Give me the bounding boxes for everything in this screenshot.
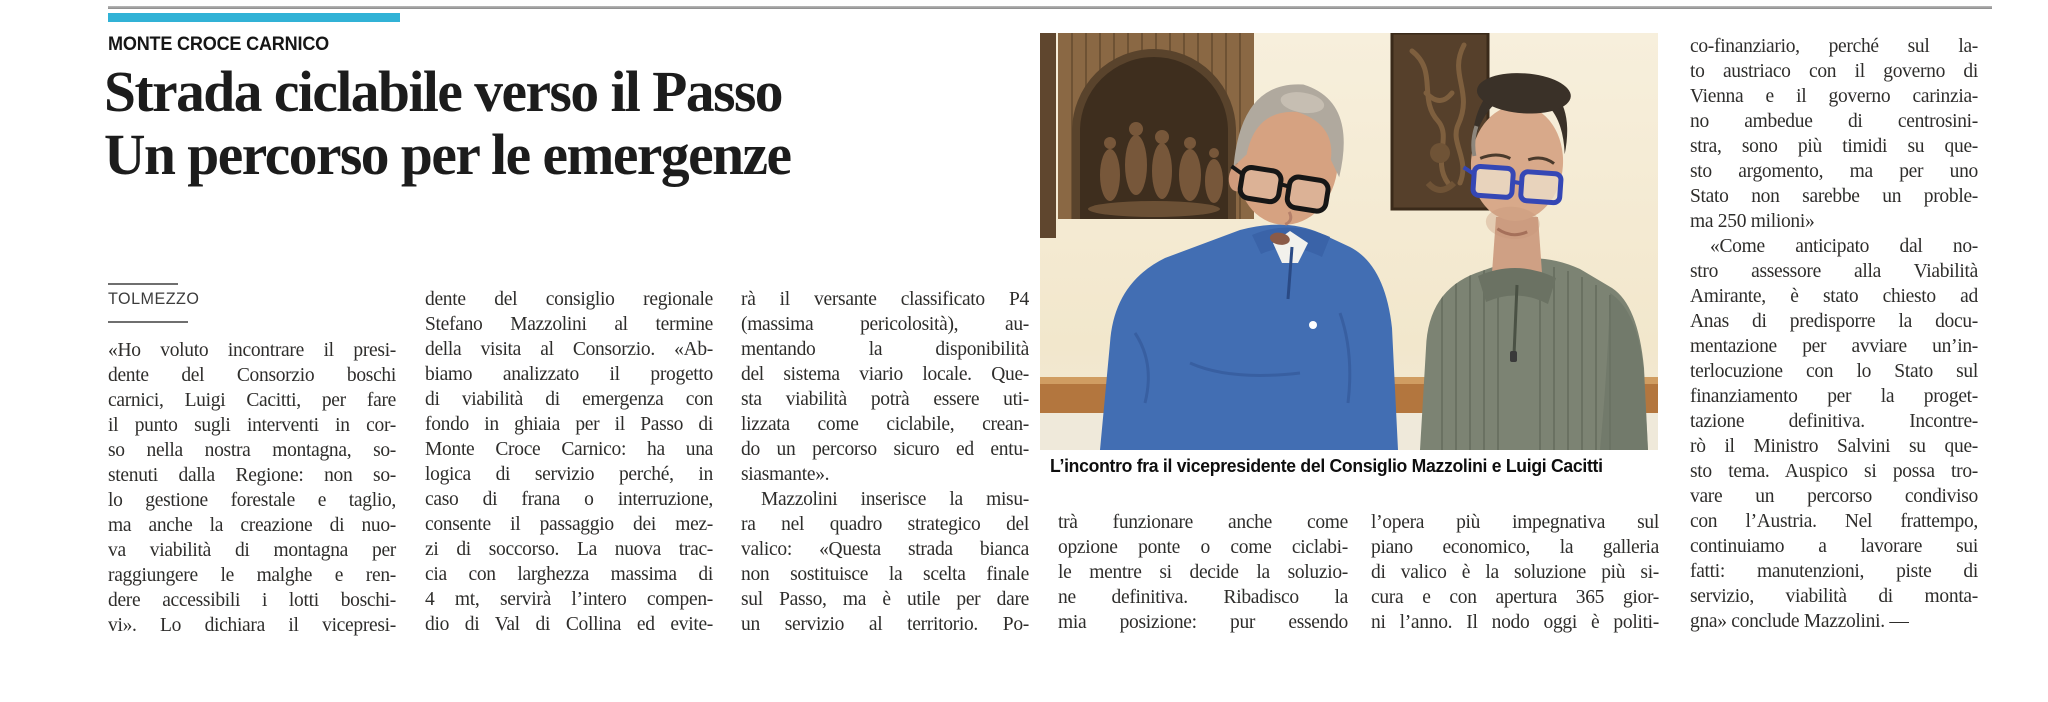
body-line: lizzata come ciclabile, crean-	[741, 414, 1029, 435]
dateline: TOLMEZZO	[108, 289, 200, 308]
cyan-accent-bar	[108, 13, 400, 22]
dateline-rule-bottom	[108, 321, 188, 323]
body-column-4	[1058, 510, 1348, 635]
body-line: vi». Lo dichiara il vicepresi-	[108, 615, 396, 636]
body-line: rà il versante classificato P4	[741, 289, 1029, 310]
body-line: va viabilità di montagna per	[108, 540, 396, 561]
body-column-2	[425, 287, 713, 637]
body-line: co-finanziario, perché sul la-	[1690, 36, 1978, 57]
body-line: opzione ponte o come ciclabi-	[1058, 537, 1348, 558]
body-line: (massima pericolosità), au-	[741, 314, 1029, 335]
body-line: stenuti dalla Regione: non so-	[108, 465, 396, 486]
body-line: con l’Austria. Nel frattempo,	[1690, 511, 1978, 532]
headline-line-1: Strada ciclabile verso il Passo	[104, 59, 783, 124]
body-line: Vienna e il governo carinzia-	[1690, 86, 1978, 107]
photo-caption: L’incontro fra il vicepresidente del Consiglio Mazzolini e Luigi Cacitti	[1050, 455, 1603, 476]
body-line: Stefano Mazzolini al termine	[425, 314, 713, 335]
body-line: il punto sugli interventi in cor-	[108, 415, 396, 436]
body-line: trà funzionare anche come	[1058, 512, 1348, 533]
body-column-5	[1371, 510, 1659, 635]
body-line: consente il passaggio dei mez-	[425, 514, 713, 535]
headline	[104, 60, 791, 186]
body-line: lo gestione forestale e taglio,	[108, 490, 396, 511]
body-line: logica di servizio perché, in	[425, 464, 713, 485]
body-line: sto tema. Auspico si possa tro-	[1690, 461, 1978, 482]
body-line: non sostituisce la scelta finale	[741, 564, 1029, 585]
body-line: Monte Croce Carnico: ha una	[425, 439, 713, 460]
body-line: di viabilità di emergenza con	[425, 389, 713, 410]
body-line: sta viabilità potrà essere uti-	[741, 389, 1029, 410]
kicker: MONTE CROCE CARNICO	[108, 34, 330, 55]
body-line: «Ho voluto incontrare il presi-	[108, 340, 396, 361]
body-line: mia posizione: pur essendo	[1058, 612, 1348, 633]
body-line: continuiamo a lavorare sui	[1690, 536, 1978, 557]
body-line: di valico è la soluzione più si-	[1371, 562, 1659, 583]
headline-line-2: Un percorso per le emergenze	[104, 122, 791, 187]
body-line: servizio, viabilità di monta-	[1690, 586, 1978, 607]
body-line: caso di frana o interruzione,	[425, 489, 713, 510]
body-line: sul Passo, ma è utile per dare	[741, 589, 1029, 610]
body-line: siasmante».	[741, 464, 830, 485]
body-line: dio di Val di Collina ed evite-	[425, 614, 713, 635]
body-line: mentando la disponibilità	[741, 339, 1029, 360]
body-line: del sistema viario locale. Que-	[741, 364, 1029, 385]
body-line: dente del consiglio regionale	[425, 289, 713, 310]
body-line: un servizio al territorio. Po-	[741, 614, 1029, 635]
body-line: cia con larghezza massima di	[425, 564, 713, 585]
body-line: biamo analizzato il progetto	[425, 364, 713, 385]
article-photo	[1040, 33, 1658, 450]
body-line: raggiungere le malghe e ren-	[108, 565, 396, 586]
body-line: no ambedue di centrosini-	[1690, 111, 1978, 132]
body-line: 4 mt, servirà l’intero compen-	[425, 589, 713, 610]
body-line: tazione definitiva. Incontre-	[1690, 411, 1978, 432]
body-line: ra nel quadro strategico del	[741, 514, 1029, 535]
body-line: vare un percorso condiviso	[1690, 486, 1978, 507]
body-line: rò il Ministro Salvini su que-	[1690, 436, 1978, 457]
body-line: to austriaco con il governo di	[1690, 61, 1978, 82]
body-line: dere accessibili i lotti boschi-	[108, 590, 396, 611]
body-line: Stato non sarebbe un proble-	[1690, 186, 1978, 207]
body-line: zi di soccorso. La nuova trac-	[425, 539, 713, 560]
carved-panel-left	[1058, 33, 1254, 219]
body-line: della visita al Consorzio. «Ab-	[425, 339, 713, 360]
body-line: sto argomento, ma per uno	[1690, 161, 1978, 182]
body-line: stra, sono più timidi su que-	[1690, 136, 1978, 157]
body-line: ne definitiva. Ribadisco la	[1058, 587, 1348, 608]
body-line: Mazzolini inserisce la misu-	[761, 489, 1029, 510]
body-line: valico: «Questa strada bianca	[741, 539, 1029, 560]
body-line: ma 250 milioni»	[1690, 211, 1815, 232]
body-line: dente del Consorzio boschi	[108, 365, 396, 386]
body-line: mentazione per avviare un’in-	[1690, 336, 1978, 357]
body-line: «Come anticipato dal no-	[1710, 236, 1978, 257]
top-hairline-rule	[108, 6, 1992, 9]
body-line: do un percorso sicuro ed entu-	[741, 439, 1029, 460]
body-line: carnici, Luigi Cacitti, per fare	[108, 390, 396, 411]
body-line: le mentre si decide la soluzio-	[1058, 562, 1348, 583]
body-line: Anas di predisporre la docu-	[1690, 311, 1978, 332]
body-line: cura e con apertura 365 gior-	[1371, 587, 1659, 608]
body-line: piano economico, la galleria	[1371, 537, 1659, 558]
body-line: l’opera più impegnativa sul	[1371, 512, 1659, 533]
body-line: gna» conclude Mazzolini. —	[1690, 611, 1909, 632]
body-column-3	[741, 287, 1029, 637]
body-line: finanziamento per la proget-	[1690, 386, 1978, 407]
body-line: ma anche la creazione di nuo-	[108, 515, 396, 536]
dateline-rule-top	[108, 283, 178, 285]
body-column-6	[1690, 34, 1978, 634]
body-line: terlocuzione con lo Stato sul	[1690, 361, 1978, 382]
body-line: stro assessore alla Viabilità	[1690, 261, 1978, 282]
photo-wood-strip	[1040, 33, 1056, 238]
body-line: fatti: manutenzioni, piste di	[1690, 561, 1978, 582]
body-line: Amirante, è stato chiesto ad	[1690, 286, 1978, 307]
body-line: ni l’anno. Il nodo oggi è politi-	[1371, 612, 1659, 633]
body-line: so nella nostra montagna, so-	[108, 440, 396, 461]
body-line: fondo in ghiaia per il Passo di	[425, 414, 713, 435]
body-column-1	[108, 338, 396, 638]
